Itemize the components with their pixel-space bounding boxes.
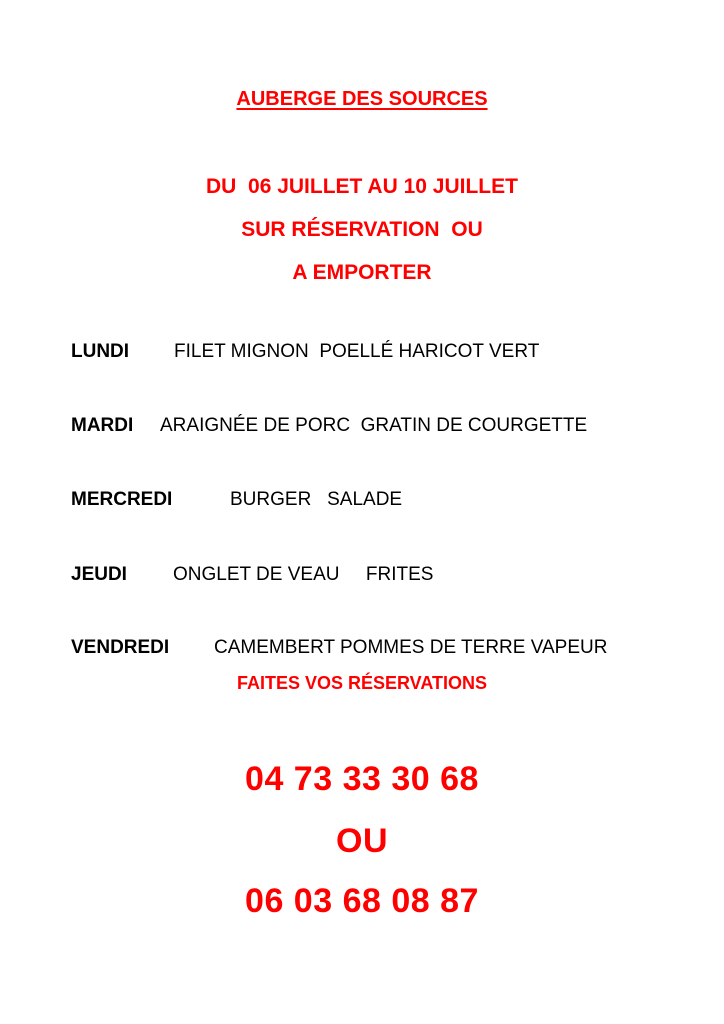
menu-day: JEUDI xyxy=(71,564,127,585)
menu-dish: ARAIGNÉE DE PORC GRATIN DE COURGETTE xyxy=(160,415,588,436)
menu-dish: BURGER SALADE xyxy=(230,489,403,510)
booking-note: SUR RÉSERVATION OU xyxy=(241,218,483,241)
menu-dish: ONGLET DE VEAU FRITES xyxy=(173,564,434,585)
menu-row-monday xyxy=(71,341,540,418)
restaurant-title: AUBERGE DES SOURCES xyxy=(236,88,488,110)
date-range: DU 06 JUILLET AU 10 JUILLET xyxy=(206,175,518,198)
phone-number-mobile: 06 03 68 08 87 xyxy=(245,882,479,920)
phone-number-landline: 04 73 33 30 68 xyxy=(245,760,479,798)
menu-row-wednesday xyxy=(71,489,403,566)
phone-separator: OU xyxy=(336,822,388,860)
menu-day: VENDREDI xyxy=(71,637,170,658)
menu-day: LUNDI xyxy=(71,341,130,362)
menu-day: MARDI xyxy=(71,415,134,436)
menu-day: MERCREDI xyxy=(71,489,173,510)
menu-dish: CAMEMBERT POMMES DE TERRE VAPEUR xyxy=(214,637,608,658)
menu-row-thursday xyxy=(71,564,434,641)
reservation-call-to-action: FAITES VOS RÉSERVATIONS xyxy=(236,673,488,693)
menu-row-tuesday xyxy=(71,415,588,492)
menu-dish: FILET MIGNON POELLÉ HARICOT VERT xyxy=(174,341,540,362)
takeaway-note: A EMPORTER xyxy=(292,261,432,284)
